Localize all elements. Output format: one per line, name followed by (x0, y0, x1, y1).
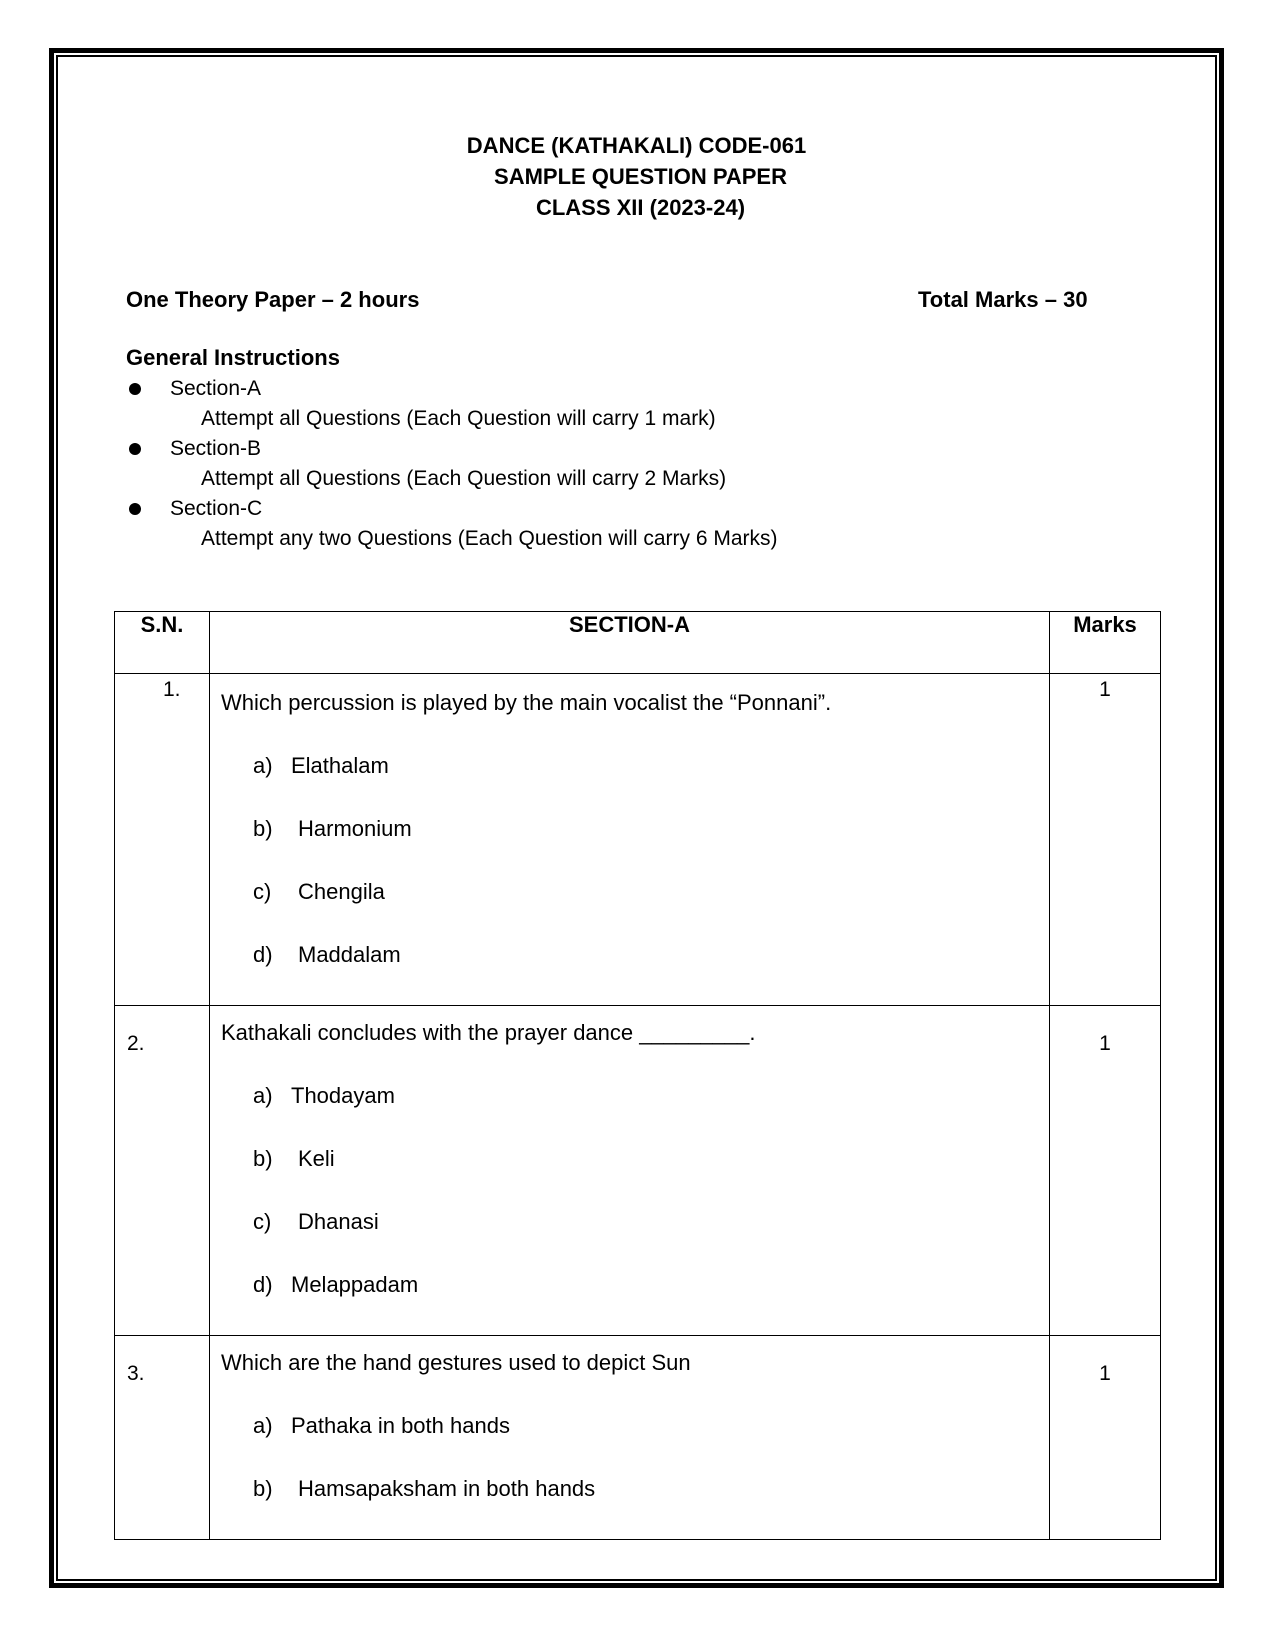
instruction-item (126, 434, 778, 494)
bullet-icon (129, 383, 141, 395)
instruction-item (126, 374, 778, 434)
option-letter: a) (253, 753, 273, 778)
instructions-heading: General Instructions (126, 345, 340, 370)
question-marks: 1 (1050, 674, 1161, 1006)
option-text: Dhanasi (298, 1209, 379, 1234)
option-letter: b) (253, 1476, 273, 1501)
table-header-row (115, 612, 1161, 674)
option-text: Hamsapaksham in both hands (298, 1476, 596, 1501)
total-marks: Total Marks – 30 (918, 287, 1088, 312)
option (221, 1146, 1049, 1209)
option-text: Thodayam (291, 1083, 395, 1108)
table-row (115, 1006, 1161, 1336)
option (221, 1413, 1049, 1476)
question-number: 2. (115, 1006, 210, 1336)
title-class: CLASS XII (2023-24) (535, 195, 746, 220)
title-paper-type: SAMPLE QUESTION PAPER (494, 164, 787, 189)
document-title (0, 130, 1275, 223)
option-letter: d) (253, 942, 273, 967)
option-text: Pathaka in both hands (291, 1413, 510, 1438)
option-letter: b) (253, 816, 273, 841)
header-marks: Marks (1050, 612, 1161, 674)
option (221, 1272, 1049, 1335)
question-cell (210, 674, 1050, 1006)
table-row (115, 674, 1161, 1006)
instruction-section: Section-B (170, 437, 262, 460)
questions-table (114, 611, 1161, 1540)
option-letter: d) (253, 1272, 273, 1297)
question-number: 1. (115, 674, 210, 1006)
option (221, 753, 1049, 816)
header-section: SECTION-A (210, 612, 1050, 674)
question-text: Kathakali concludes with the prayer dance _________. (221, 1020, 756, 1045)
option-text: Elathalam (291, 753, 389, 778)
instruction-detail: Attempt any two Questions (Each Question will carry 6 Marks) (201, 527, 778, 550)
question-text: Which percussion is played by the main vocalist the “Ponnani”. (221, 690, 832, 715)
instruction-detail: Attempt all Questions (Each Question will carry 1 mark) (201, 407, 716, 430)
bullet-icon (129, 503, 141, 515)
option-text: Chengila (298, 879, 385, 904)
question-marks: 1 (1050, 1336, 1161, 1540)
table-row (115, 1336, 1161, 1540)
question-marks: 1 (1050, 1006, 1161, 1336)
question-text: Which are the hand gestures used to depict Sun (221, 1350, 691, 1375)
option-text: Melappadam (291, 1272, 419, 1297)
option-letter: c) (253, 1209, 272, 1234)
instruction-section: Section-A (170, 377, 262, 400)
question-number: 3. (115, 1336, 210, 1540)
question-cell (210, 1006, 1050, 1336)
option (221, 1209, 1049, 1272)
option (221, 942, 1049, 1005)
instruction-section: Section-C (170, 497, 263, 520)
option-letter: c) (253, 879, 272, 904)
option-letter: b) (253, 1146, 273, 1171)
title-subject: DANCE (KATHAKALI) CODE-061 (466, 133, 807, 158)
option-letter: a) (253, 1413, 273, 1438)
option (221, 879, 1049, 942)
option-text: Maddalam (298, 942, 401, 967)
option (221, 1083, 1049, 1146)
header-sn: S.N. (115, 612, 210, 674)
option (221, 1476, 1049, 1539)
instruction-detail: Attempt all Questions (Each Question will carry 2 Marks) (201, 467, 727, 490)
option-letter: a) (253, 1083, 273, 1108)
question-cell (210, 1336, 1050, 1540)
option-text: Keli (298, 1146, 335, 1171)
option (221, 816, 1049, 879)
instructions-list (126, 374, 778, 554)
instruction-item (126, 494, 778, 554)
paper-duration: One Theory Paper – 2 hours (126, 287, 420, 312)
bullet-icon (129, 443, 141, 455)
option-text: Harmonium (298, 816, 412, 841)
